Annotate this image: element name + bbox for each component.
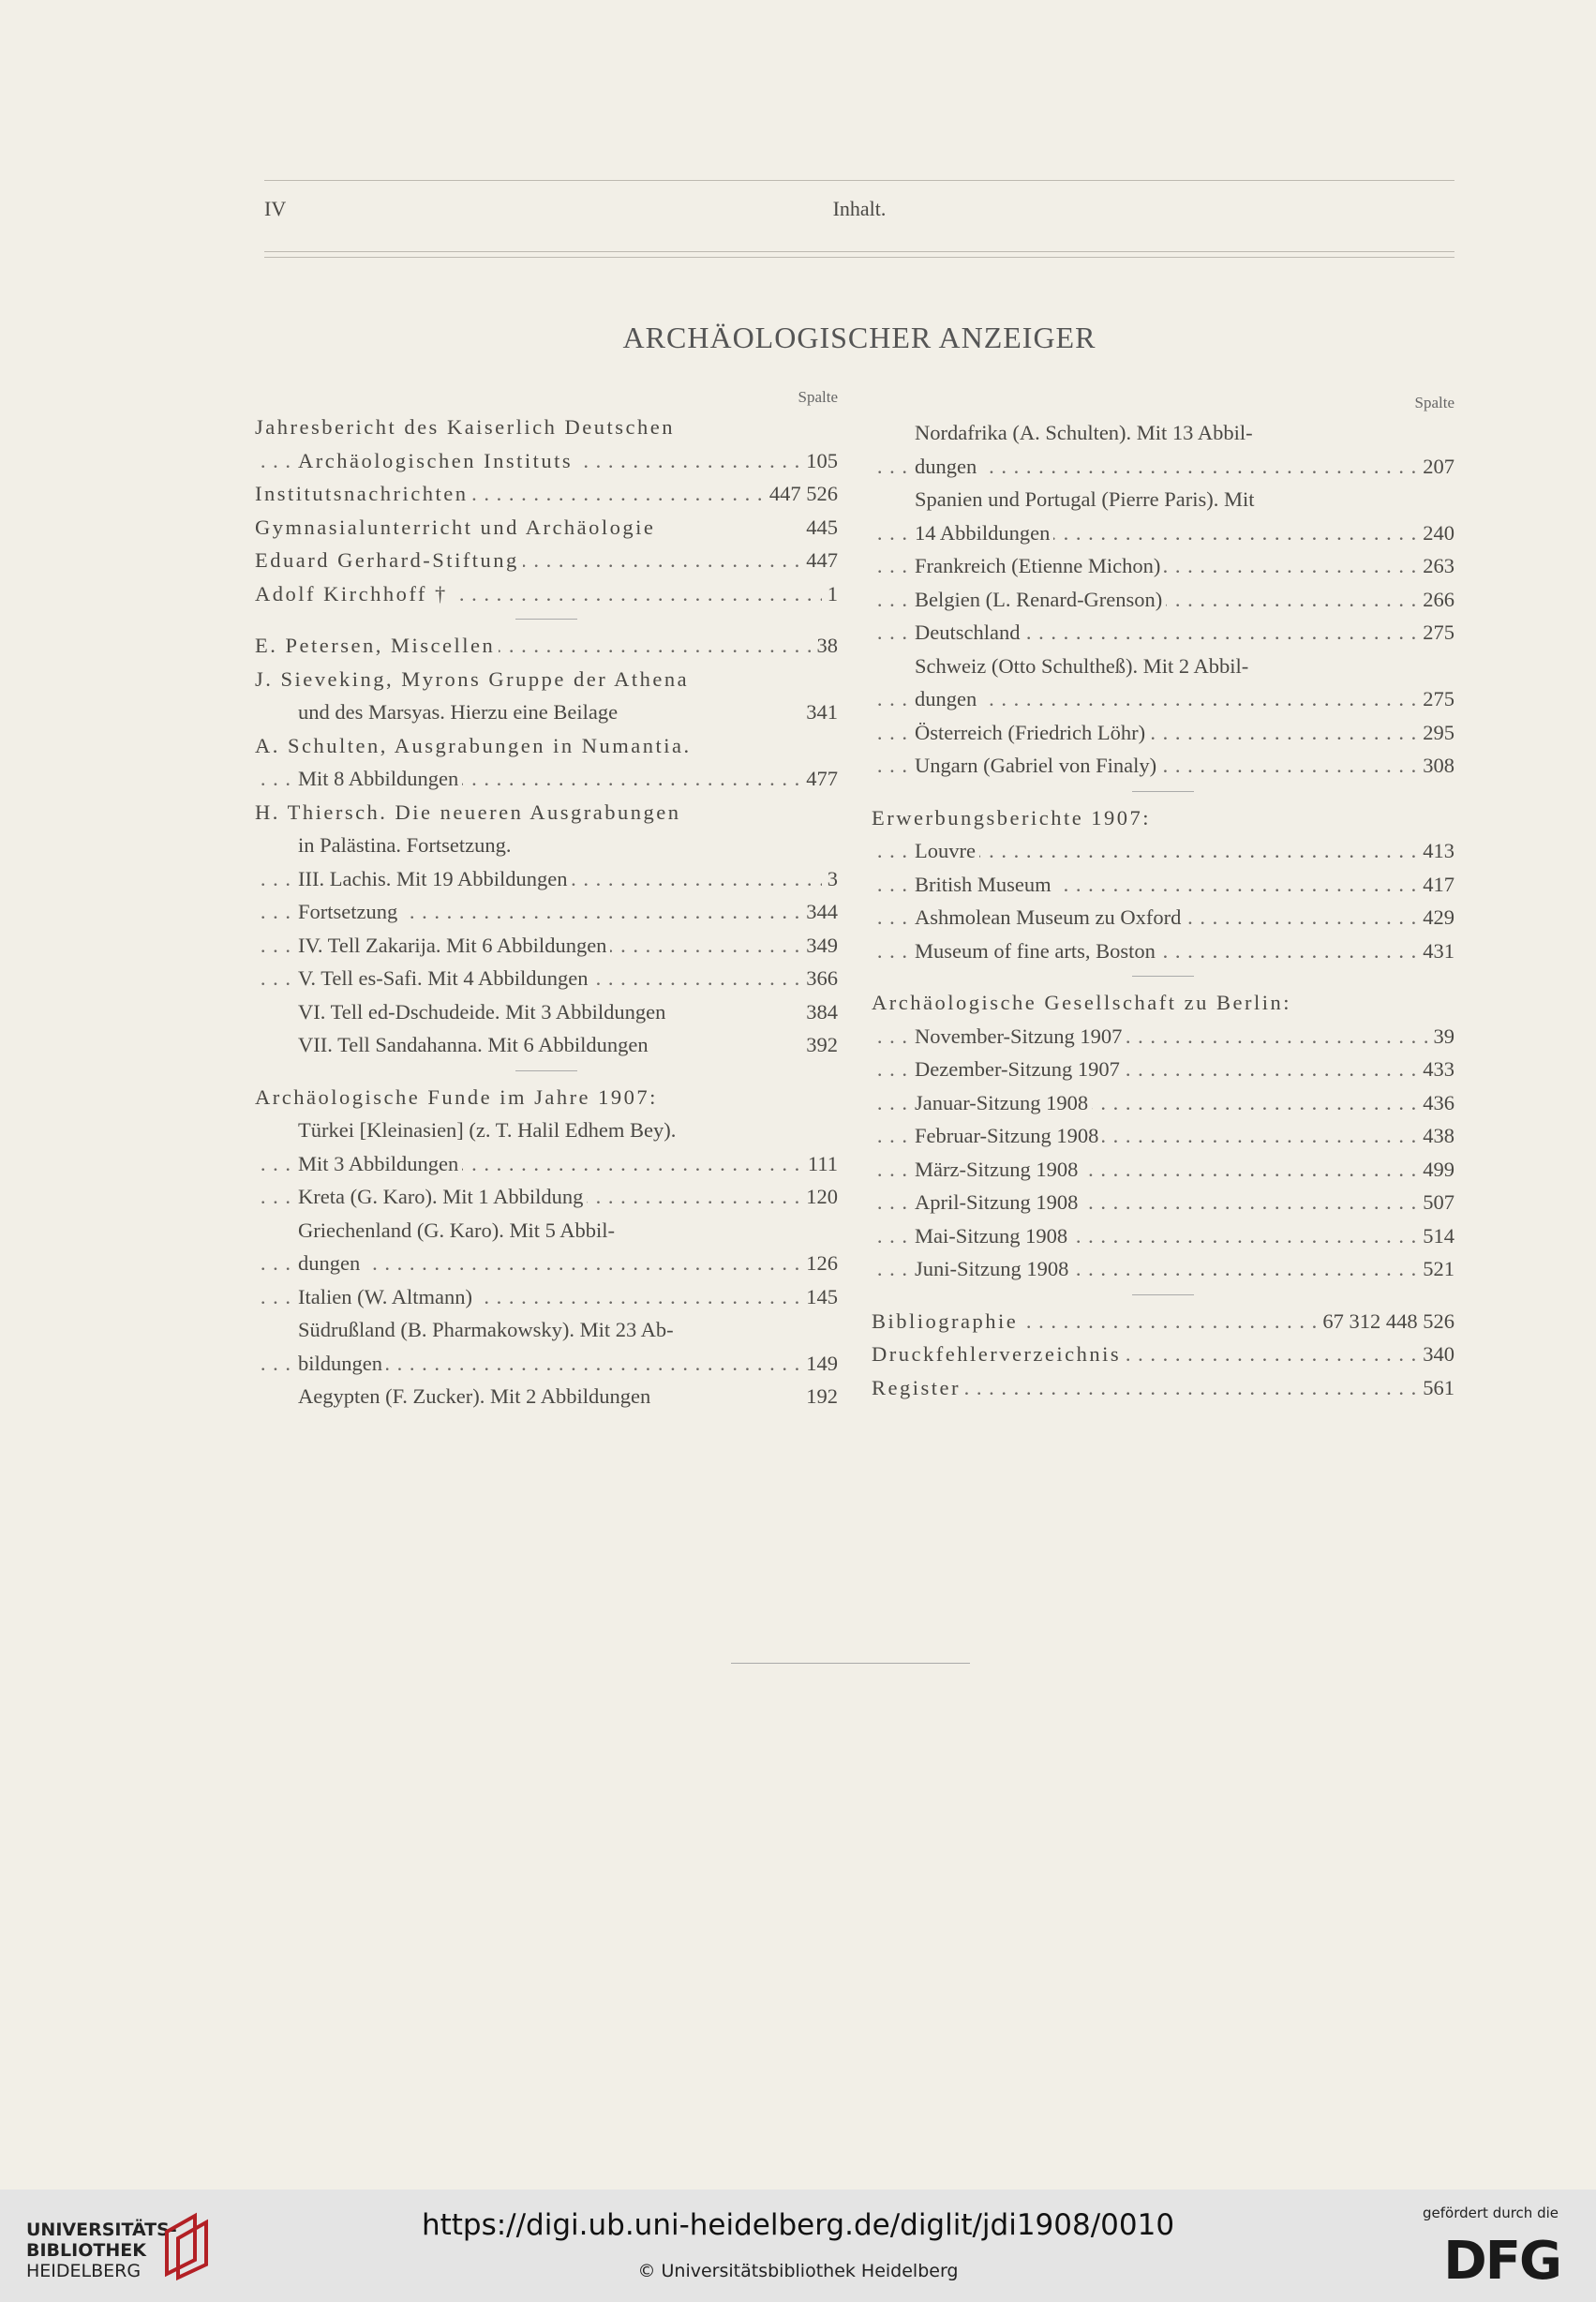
toc-entry-column-number: 384 [800,995,838,1029]
toc-entry-title: Januar-Sitzung 1908 [915,1091,1092,1114]
toc-entry-column-number: 308 [1417,749,1454,783]
toc-entry-column-number: 266 [1417,583,1454,617]
section-separator [872,783,1454,801]
toc-entry-title: Ashmolean Museum zu Oxford [915,905,1185,929]
toc-entry [872,416,1454,450]
toc-entry [872,1020,1454,1054]
toc-entry [872,1338,1454,1371]
toc-entry-title: Februar-Sitzung 1908 [915,1124,1102,1147]
toc-entry-column-number: 192 [800,1380,838,1413]
section-separator [872,967,1454,986]
toc-entry-column-number: 392 [800,1028,838,1062]
toc-entry [872,1186,1454,1219]
toc-entry-column-number: 521 [1417,1252,1454,1286]
section-title: ARCHÄOLOGISCHER ANZEIGER [622,321,1096,354]
header-rule-bottom [264,251,1454,252]
toc-entry [255,663,838,696]
funder-label: gefördert durch die [1423,2205,1559,2221]
toc-entry-column-number: 207 [1417,450,1454,484]
toc-entry-title: H. Thiersch. Die neueren Ausgrabungen [255,800,684,824]
toc-entry-title: dungen [915,687,980,710]
toc-entry-title: J. Sieveking, Myrons Gruppe der Athena [255,667,693,691]
toc-left-column [255,384,838,1413]
toc-entry [872,516,1454,550]
header-rule-bottom-2 [264,257,1454,258]
toc-entry-column-number: 447 526 [764,477,838,511]
toc-entry-title: Gymnasialunterricht und Archäologie [255,516,659,539]
toc-entry-column-number: 366 [800,962,838,995]
toc-entry-title: V. Tell es-Safi. Mit 4 Abbildungen [298,966,591,990]
toc-right-column [872,384,1454,1404]
toc-entry-column-number: 514 [1417,1219,1454,1253]
toc-entry-title: Institutsnachrichten [255,482,471,505]
toc-entry [255,1280,838,1314]
toc-entry [255,1380,838,1413]
toc-entry [872,1119,1454,1153]
toc-entry-title: Deutschland [915,620,1023,644]
section-separator [872,1286,1454,1305]
toc-entry-column-number: 561 [1417,1371,1454,1405]
toc-entry-title: Schweiz (Otto Schultheß). Mit 2 Abbil- [915,654,1252,678]
toc-entry-title: Nordafrika (A. Schulten). Mit 13 Abbil- [915,421,1257,444]
toc-entry-title: und des Marsyas. Hierzu eine Beilage [298,700,621,724]
toc-entry-column-number: 438 [1417,1119,1454,1153]
toc-entry-column-number: 126 [800,1247,838,1280]
toc-entry [255,995,838,1029]
toc-entry-title: IV. Tell Zakarija. Mit 6 Abbildungen [298,934,610,957]
toc-entry [255,862,838,896]
toc-entry-title: A. Schulten, Ausgrabungen in Numantia. [255,734,695,757]
toc-entry-title: Museum of fine arts, Boston [915,939,1159,963]
toc-entry-column-number: 507 [1417,1186,1454,1219]
toc-entry-column-number: 275 [1417,616,1454,650]
toc-entry [872,749,1454,783]
toc-entry [255,1114,838,1147]
toc-entry-title: Druckfehlerverzeichnis [872,1342,1125,1366]
toc-entry [255,477,838,511]
toc-entry-column-number: 111 [802,1147,838,1181]
toc-entry [872,1053,1454,1086]
toc-entry [872,834,1454,868]
toc-entry-title: Kreta (G. Karo). Mit 1 Abbildung [298,1185,587,1208]
toc-entry-title: British Museum [915,873,1055,896]
end-rule [731,1663,970,1664]
toc-entry-column-number: 341 [800,695,838,729]
toc-entry-column-number: 295 [1417,716,1454,750]
toc-entry-column-number: 240 [1417,516,1454,550]
toc-entry [255,796,838,830]
toc-entry-column-number: 149 [800,1347,838,1381]
toc-entry-title: VI. Tell ed-Dschudeide. Mit 3 Abbildungen [298,1000,669,1024]
toc-entry [872,934,1454,968]
toc-entry-column-number: 429 [1417,901,1454,934]
page-number: IV [264,197,287,220]
toc-entry-column-number: 431 [1417,934,1454,968]
toc-entry [872,1252,1454,1286]
toc-entry [872,1086,1454,1120]
toc-entry [872,801,1454,835]
toc-entry [255,1347,838,1381]
toc-entry-column-number: 1 [822,577,838,611]
toc-entry [255,1147,838,1181]
toc-entry [872,1371,1454,1405]
toc-entry-column-number: 447 [800,544,838,577]
toc-entry-title: Bibliographie [872,1309,1022,1333]
toc-entry-title: E. Petersen, Miscellen [255,634,499,657]
toc-entry-column-number: 67 312 448 526 [1317,1305,1454,1338]
toc-entry-column-number: 477 [800,762,838,796]
toc-entry [255,1247,838,1280]
footer-bar [0,2190,1596,2302]
toc-entry [872,483,1454,516]
toc-entry-title: dungen [298,1251,364,1275]
toc-entry [872,1305,1454,1338]
toc-entry [255,629,838,663]
toc-entry-title: Italien (W. Altmann) [298,1285,476,1308]
toc-entry [255,1028,838,1062]
toc-entry-title: Südrußland (B. Pharmakowsky). Mit 23 Ab- [298,1318,678,1341]
toc-entry-title: Mit 3 Abbildungen [298,1152,462,1175]
logo-line: HEIDELBERG [26,2261,142,2281]
toc-entry-title: III. Lachis. Mit 19 Abbildungen [298,867,571,890]
toc-entry-title: Mai-Sitzung 1908 [915,1224,1071,1248]
toc-entry [255,511,838,545]
column-label: Spalte [798,388,838,406]
toc-entry-column-number: 445 [800,511,838,545]
toc-entry-title: Archäologischen Instituts [298,449,576,472]
toc-entry [255,544,838,577]
source-url-link[interactable]: https://digi.ub.uni-heidelberg.de/diglit/jdi1908/0010 [421,2208,1175,2242]
toc-entry-title: Aegypten (F. Zucker). Mit 2 Abbildungen [298,1384,654,1408]
toc-entry [872,583,1454,617]
toc-entry-column-number: 38 [812,629,839,663]
dfg-logo: DFG [1443,2231,1560,2292]
toc-entry [255,577,838,611]
toc-entry-column-number: 436 [1417,1086,1454,1120]
toc-entry [255,1081,838,1114]
running-title: Inhalt. [832,197,887,220]
toc-entry [872,616,1454,650]
toc-entry [872,1219,1454,1253]
toc-entry-title: in Palästina. Fortsetzung. [298,833,515,857]
toc-entry-column-number: 340 [1417,1338,1454,1371]
toc-entry-column-number: 3 [822,862,838,896]
toc-entry-column-number: 39 [1428,1020,1455,1054]
toc-entry-column-number: 417 [1417,868,1454,902]
toc-entry-column-number: 145 [800,1280,838,1314]
toc-entry [872,682,1454,716]
toc-entry-title: Belgien (L. Renard-Grenson) [915,588,1166,611]
toc-entry [872,450,1454,484]
toc-entry [255,411,838,444]
toc-entry-title: Juni-Sitzung 1908 [915,1257,1072,1280]
toc-entry-title: dungen [915,455,980,478]
toc-entry [255,895,838,929]
toc-entry-title: bildungen [298,1352,386,1375]
toc-entry-title: Frankreich (Etienne Michon) [915,554,1164,577]
toc-entry-title: Ungarn (Gabriel von Finaly) [915,754,1160,777]
toc-entry-title: Jahresbericht des Kaiserlich Deutschen [255,415,679,439]
toc-entry-title: VII. Tell Sandahanna. Mit 6 Abbildungen [298,1033,652,1056]
toc-entry [872,549,1454,583]
toc-entry-column-number: 499 [1417,1153,1454,1187]
column-label: Spalte [1414,394,1454,411]
toc-entry [255,695,838,729]
toc-entry-column-number: 413 [1417,834,1454,868]
toc-entry-title: 14 Abbildungen [915,521,1053,545]
toc-entry [255,444,838,478]
toc-entry [872,716,1454,750]
toc-entry-title: November-Sitzung 1907 [915,1024,1126,1048]
header-rule-top [264,180,1454,181]
toc-entry [255,1180,838,1214]
toc-entry-column-number: 263 [1417,549,1454,583]
toc-entry-title: Mit 8 Abbildungen [298,767,462,790]
toc-entry [872,650,1454,683]
toc-entry-column-number: 349 [800,929,838,963]
logo-line: BIBLIOTHEK [26,2240,146,2261]
toc-entry [255,829,838,862]
toc-entry-title: Dezember-Sitzung 1907 [915,1057,1124,1081]
toc-entry [255,1313,838,1347]
toc-entry-column-number: 344 [800,895,838,929]
toc-entry-title: Fortsetzung [298,900,401,923]
section-separator [255,610,838,629]
toc-entry-title: Spanien und Portugal (Pierre Paris). Mit [915,487,1258,511]
toc-entry-title: Louvre [915,839,979,862]
toc-entry-title: April-Sitzung 1908 [915,1190,1081,1214]
toc-entry-column-number: 275 [1417,682,1454,716]
toc-entry-title: Register [872,1376,964,1399]
toc-entry [255,729,838,763]
toc-entry-title: Erwerbungsberichte 1907: [872,806,1155,830]
toc-entry-title: Archäologische Funde im Jahre 1907: [255,1085,662,1109]
toc-entry [255,929,838,963]
toc-entry [255,1214,838,1248]
toc-entry-column-number: 433 [1417,1053,1454,1086]
toc-entry [255,962,838,995]
toc-entry-column-number: 105 [800,444,838,478]
running-head [264,197,1454,225]
toc-entry [872,1153,1454,1187]
toc-entry [872,868,1454,902]
toc-entry-title: Archäologische Gesellschaft zu Berlin: [872,991,1295,1014]
toc-entry-title: März-Sitzung 1908 [915,1158,1081,1181]
toc-entry-title: Türkei [Kleinasien] (z. T. Halil Edhem Bey). [298,1118,679,1142]
toc-entry [255,762,838,796]
logo-line: UNIVERSITÄTS- [26,2220,177,2240]
toc-entry-column-number: 120 [800,1180,838,1214]
toc-entry [872,986,1454,1020]
toc-entry [872,901,1454,934]
copyright-text: © Universitätsbibliothek Heidelberg [637,2261,959,2281]
toc-entry-title: Adolf Kirchhoff † [255,582,452,605]
toc-entry-title: Griechenland (G. Karo). Mit 5 Abbil- [298,1218,619,1242]
section-separator [255,1062,838,1081]
toc-entry-title: Österreich (Friedrich Löhr) [915,721,1149,744]
toc-entry-title: Eduard Gerhard-Stiftung [255,548,523,572]
